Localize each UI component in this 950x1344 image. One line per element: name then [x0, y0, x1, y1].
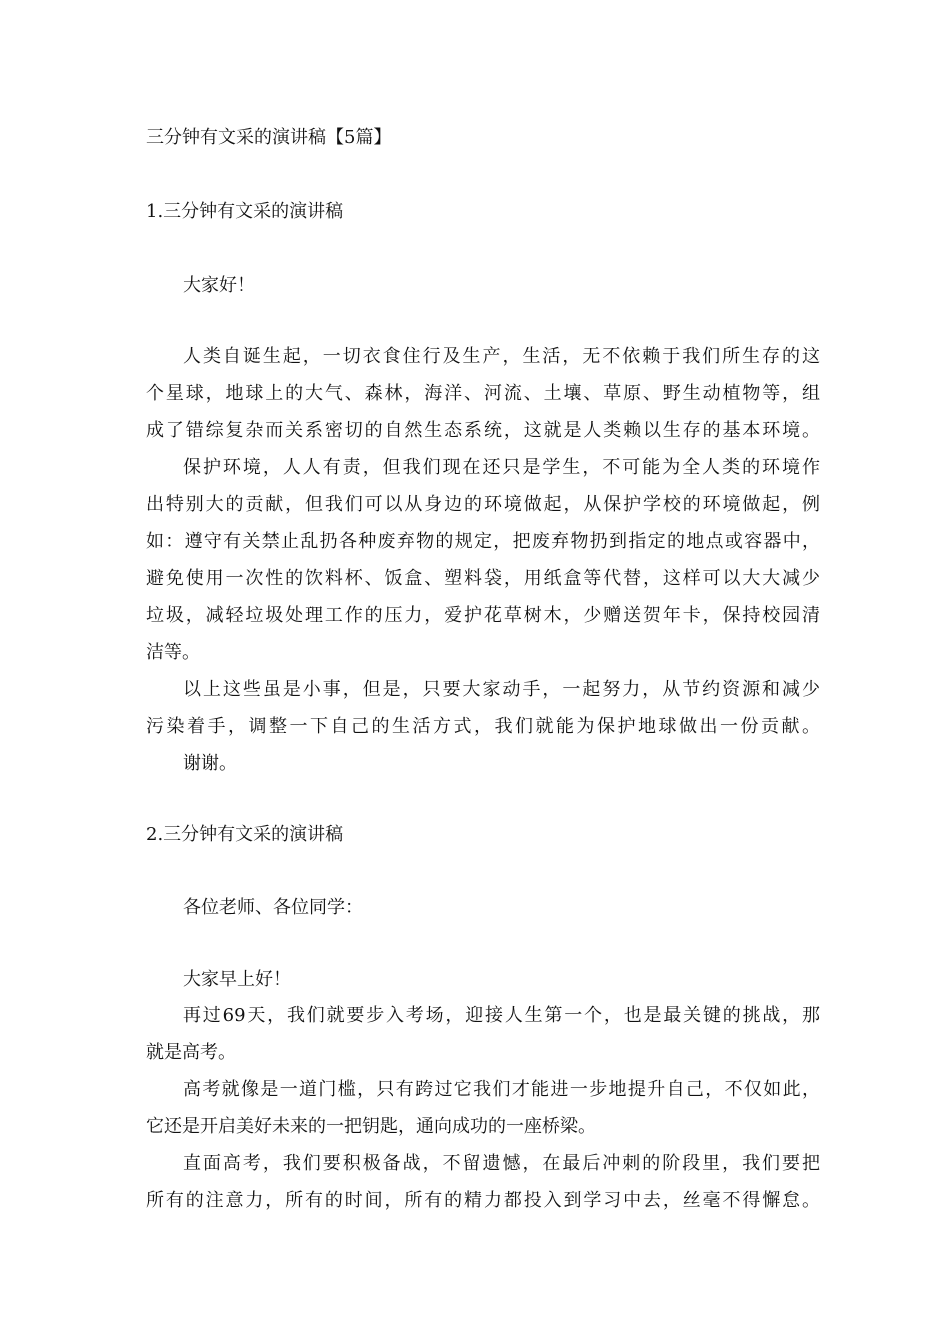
- paragraph-line: 如：遵守有关禁止乱扔各种废弃物的规定，把废弃物扔到指定的地点或容器中，: [146, 531, 820, 552]
- document-title: 三分钟有文采的演讲稿【5篇】: [146, 127, 392, 148]
- paragraph-line: 保护环境，人人有责，但我们现在还只是学生，不可能为全人类的环境作: [183, 457, 820, 478]
- section-2-greeting: 大家早上好！: [183, 969, 291, 990]
- section-2-salutation: 各位老师、各位同学：: [183, 897, 363, 918]
- paragraph-line: 以上这些虽是小事，但是，只要大家动手，一起努力，从节约资源和减少: [183, 679, 820, 700]
- paragraph-line: 再过69天，我们就要步入考场，迎接人生第一个，也是最关键的挑战，那: [183, 1005, 820, 1026]
- paragraph-line: 成了错综复杂而关系密切的自然生态系统，这就是人类赖以生存的基本环境。: [146, 420, 820, 441]
- paragraph-line: 谢谢。: [183, 753, 237, 774]
- paragraph-line: 个星球，地球上的大气、森林，海洋、河流、土壤、草原、野生动植物等，组: [146, 383, 820, 404]
- paragraph-line: 高考就像是一道门槛，只有跨过它我们才能进一步地提升自己，不仅如此，: [183, 1079, 820, 1100]
- section-1-greeting: 大家好！: [183, 275, 255, 296]
- paragraph-line: 避免使用一次性的饮料杯、饭盒、塑料袋，用纸盒等代替，这样可以大大减少: [146, 568, 820, 589]
- document-page: [146, 0, 820, 1344]
- paragraph-line: 垃圾，减轻垃圾处理工作的压力，爱护花草树木，少赠送贺年卡，保持校园清: [146, 605, 820, 626]
- paragraph-line: 出特别大的贡献，但我们可以从身边的环境做起，从保护学校的环境做起，例: [146, 494, 820, 515]
- paragraph-line: 洁等。: [146, 642, 200, 663]
- paragraph-line: 就是高考。: [146, 1042, 236, 1063]
- paragraph-line: 人类自诞生起，一切衣食住行及生产，生活，无不依赖于我们所生存的这: [183, 346, 820, 367]
- section-heading-1: 1.三分钟有文采的演讲稿: [146, 201, 344, 222]
- paragraph-line: 直面高考，我们要积极备战，不留遗憾，在最后冲刺的阶段里，我们要把: [183, 1153, 820, 1174]
- paragraph-line: 污染着手，调整一下自己的生活方式，我们就能为保护地球做出一份贡献。: [146, 716, 820, 737]
- section-heading-2: 2.三分钟有文采的演讲稿: [146, 824, 344, 845]
- paragraph-line: 它还是开启美好未来的一把钥匙，通向成功的一座桥梁。: [146, 1116, 596, 1137]
- paragraph-line: 所有的注意力，所有的时间，所有的精力都投入到学习中去，丝毫不得懈怠。: [146, 1190, 820, 1211]
